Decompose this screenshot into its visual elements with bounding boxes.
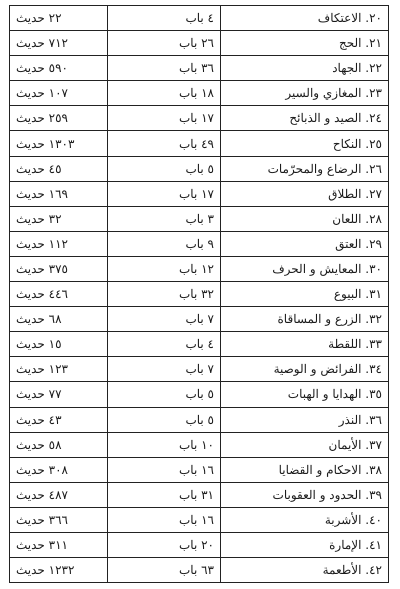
table-row (10, 507, 389, 532)
bab-count-cell: ١٧ باب (108, 181, 221, 206)
chapter-title-cell: ٣١. البيوع (221, 282, 389, 307)
table-row (10, 56, 389, 81)
chapter-index-table (9, 5, 389, 583)
hadith-count-cell: ١٢٣٢ حديث (10, 558, 108, 583)
table-row (10, 457, 389, 482)
bab-count-cell: ١٠ باب (108, 432, 221, 457)
table-row (10, 206, 389, 231)
hadith-count-cell: ١٦٩ حديث (10, 181, 108, 206)
chapter-title-cell: ٢٢. الجهاد (221, 56, 389, 81)
bab-count-cell: ٣١ باب (108, 482, 221, 507)
chapter-title-cell: ٣٥. الهدايا و الهبات (221, 382, 389, 407)
hadith-count-cell: ٧٧ حديث (10, 382, 108, 407)
chapter-title-cell: ٢٦. الرضاع والمحرّمات (221, 156, 389, 181)
chapter-title-cell: ٢٣. المغازي والسير (221, 81, 389, 106)
hadith-count-cell: ٧١٢ حديث (10, 31, 108, 56)
chapter-title-cell: ٣٨. الاحكام و القضايا (221, 457, 389, 482)
table-row (10, 332, 389, 357)
chapter-title-cell: ٣٦. النذر (221, 407, 389, 432)
table-row (10, 482, 389, 507)
chapter-title-cell: ٣٤. الفرائض و الوصية (221, 357, 389, 382)
table-row (10, 532, 389, 557)
bab-count-cell: ٤٩ باب (108, 131, 221, 156)
bab-count-cell: ٧ باب (108, 307, 221, 332)
hadith-count-cell: ١٣٠٣ حديث (10, 131, 108, 156)
bab-count-cell: ١٦ باب (108, 507, 221, 532)
table-row (10, 181, 389, 206)
table-row (10, 357, 389, 382)
table-row (10, 382, 389, 407)
hadith-count-cell: ٢٥٩ حديث (10, 106, 108, 131)
chapter-title-cell: ٣٠. المعايش و الحرف (221, 256, 389, 281)
bab-count-cell: ٢٦ باب (108, 31, 221, 56)
bab-count-cell: ٤ باب (108, 6, 221, 31)
hadith-count-cell: ٤٣ حديث (10, 407, 108, 432)
table-row (10, 6, 389, 31)
bab-count-cell: ٥ باب (108, 407, 221, 432)
table-row (10, 81, 389, 106)
bab-count-cell: ٧ باب (108, 357, 221, 382)
table-row (10, 131, 389, 156)
table-row (10, 231, 389, 256)
hadith-count-cell: ٣١١ حديث (10, 532, 108, 557)
bab-count-cell: ٣٢ باب (108, 282, 221, 307)
bab-count-cell: ١٦ باب (108, 457, 221, 482)
bab-count-cell: ٣ باب (108, 206, 221, 231)
chapter-title-cell: ٢٥. النكاح (221, 131, 389, 156)
table-row (10, 558, 389, 583)
chapter-title-cell: ٢١. الحج (221, 31, 389, 56)
bab-count-cell: ٥ باب (108, 156, 221, 181)
bab-count-cell: ٦٣ باب (108, 558, 221, 583)
hadith-count-cell: ٣٢ حديث (10, 206, 108, 231)
chapter-title-cell: ٣٩. الحدود و العقوبات (221, 482, 389, 507)
hadith-count-cell: ٤٨٧ حديث (10, 482, 108, 507)
hadith-count-cell: ٥٩٠ حديث (10, 56, 108, 81)
bab-count-cell: ٤ باب (108, 332, 221, 357)
hadith-count-cell: ٣٦٦ حديث (10, 507, 108, 532)
hadith-count-cell: ١٠٧ حديث (10, 81, 108, 106)
table-row (10, 432, 389, 457)
chapter-title-cell: ٢٨. اللعان (221, 206, 389, 231)
table-row (10, 407, 389, 432)
bab-count-cell: ٢٠ باب (108, 532, 221, 557)
chapter-title-cell: ٢٩. العتق (221, 231, 389, 256)
chapter-title-cell: ٣٧. الأيمان (221, 432, 389, 457)
bab-count-cell: ١٧ باب (108, 106, 221, 131)
table-body (10, 6, 389, 583)
chapter-title-cell: ٤٢. الأطعمة (221, 558, 389, 583)
hadith-count-cell: ٦٨ حديث (10, 307, 108, 332)
chapter-title-cell: ٢٧. الطلاق (221, 181, 389, 206)
bab-count-cell: ١٢ باب (108, 256, 221, 281)
hadith-count-cell: ٣٠٨ حديث (10, 457, 108, 482)
bab-count-cell: ١٨ باب (108, 81, 221, 106)
chapter-title-cell: ٢٠. الاعتكاف (221, 6, 389, 31)
hadith-count-cell: ١١٢ حديث (10, 231, 108, 256)
chapter-title-cell: ٤١. الإمارة (221, 532, 389, 557)
table-row (10, 256, 389, 281)
bab-count-cell: ٣٦ باب (108, 56, 221, 81)
hadith-count-cell: ٥٨ حديث (10, 432, 108, 457)
chapter-title-cell: ٤٠. الأشربة (221, 507, 389, 532)
chapter-title-cell: ٣٣. اللقطة (221, 332, 389, 357)
bab-count-cell: ٩ باب (108, 231, 221, 256)
hadith-count-cell: ١٢٣ حديث (10, 357, 108, 382)
table-row (10, 282, 389, 307)
chapter-title-cell: ٢٤. الصيد و الذبائح (221, 106, 389, 131)
hadith-count-cell: ٣٧٥ حديث (10, 256, 108, 281)
table-row (10, 31, 389, 56)
hadith-count-cell: ٤٥ حديث (10, 156, 108, 181)
bab-count-cell: ٥ باب (108, 382, 221, 407)
hadith-count-cell: ٤٤٦ حديث (10, 282, 108, 307)
table-row (10, 307, 389, 332)
table-row (10, 156, 389, 181)
chapter-title-cell: ٣٢. الزرع و المساقاة (221, 307, 389, 332)
table-row (10, 106, 389, 131)
hadith-count-cell: ٢٢ حديث (10, 6, 108, 31)
hadith-count-cell: ١٥ حديث (10, 332, 108, 357)
